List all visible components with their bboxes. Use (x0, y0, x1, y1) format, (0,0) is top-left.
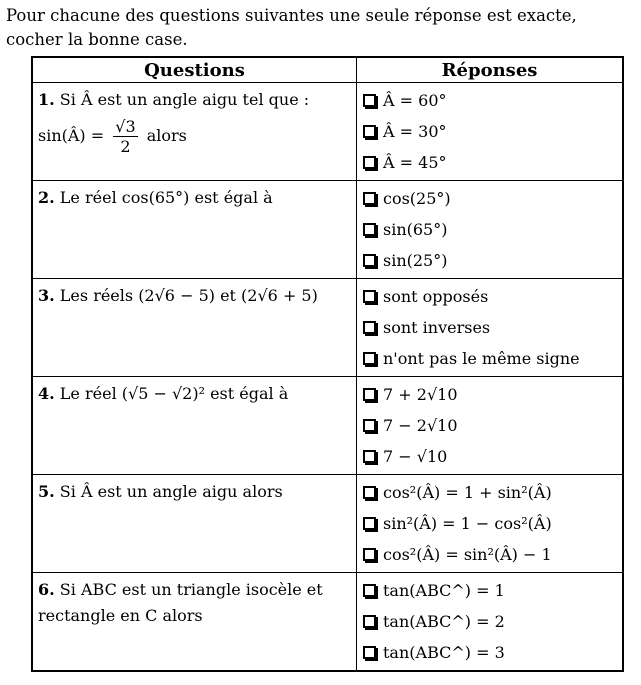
answer-label: Â = 45° (383, 153, 447, 172)
question-text: Si Â est un angle aigu alors (59, 482, 283, 501)
question-formula-right: alors (146, 126, 187, 145)
answer-option[interactable] (361, 539, 618, 570)
checkbox[interactable] (363, 94, 376, 107)
question-cell-3 (32, 279, 357, 377)
answers-cell-4 (357, 377, 624, 475)
answer-label: cos(25°) (383, 189, 451, 208)
fraction (113, 117, 137, 156)
question-cell-4 (32, 377, 357, 475)
answer-option[interactable] (361, 343, 618, 374)
answers-cell-2 (357, 181, 624, 279)
checkbox[interactable] (363, 156, 376, 169)
question-text: Si ABC est un triangle isocèle et rectangle en C alors (38, 580, 323, 625)
question-cell-1 (32, 83, 357, 181)
answer-option[interactable] (361, 575, 618, 606)
answer-option[interactable] (361, 312, 618, 343)
checkbox[interactable] (363, 192, 376, 205)
answer-label: cos²(Â) = sin²(Â) − 1 (383, 545, 552, 564)
answer-option[interactable] (361, 441, 618, 472)
answer-option[interactable] (361, 379, 618, 410)
checkbox[interactable] (363, 388, 376, 401)
qcm-table (31, 56, 624, 672)
answer-option[interactable] (361, 85, 618, 116)
checkbox[interactable] (363, 125, 376, 138)
header-reponses: Réponses (357, 57, 624, 83)
answer-label: sont inverses (383, 318, 491, 337)
checkbox[interactable] (363, 548, 376, 561)
answer-option[interactable] (361, 116, 618, 147)
answer-option[interactable] (361, 281, 618, 312)
question-text: Le réel cos(65°) est égal à (59, 188, 273, 207)
checkbox[interactable] (363, 517, 376, 530)
answer-label: sin(65°) (383, 220, 448, 239)
question-text: Si Â est un angle aigu tel que : (59, 90, 310, 109)
question-row-5 (32, 475, 623, 573)
question-number: 3. (38, 286, 55, 305)
question-cell-5 (32, 475, 357, 573)
answer-label: sin(25°) (383, 251, 448, 270)
answer-label: tan(ABC^) = 1 (383, 581, 505, 600)
checkbox[interactable] (363, 290, 376, 303)
question-number: 5. (38, 482, 55, 501)
answer-label: 7 + 2√10 (383, 385, 458, 404)
question-row-4 (32, 377, 623, 475)
question-row-3 (32, 279, 623, 377)
question-text: Les réels (2√6 − 5) et (2√6 + 5) (59, 286, 318, 305)
answer-option[interactable] (361, 214, 618, 245)
question-cell-6 (32, 573, 357, 672)
answer-option[interactable] (361, 245, 618, 276)
question-number: 4. (38, 384, 55, 403)
checkbox[interactable] (363, 254, 376, 267)
question-number: 6. (38, 580, 55, 599)
checkbox[interactable] (363, 646, 376, 659)
answer-label: 7 − 2√10 (383, 416, 458, 435)
question-formula-left: sin(Â) = (38, 126, 105, 145)
checkbox[interactable] (363, 419, 376, 432)
answer-label: Â = 60° (383, 91, 447, 110)
instructions-text: Pour chacune des questions suivantes une seule réponse est exacte, cocher la bonne case. (6, 6, 577, 49)
question-number: 2. (38, 188, 55, 207)
answer-label: sin²(Â) = 1 − cos²(Â) (383, 514, 552, 533)
answer-option[interactable] (361, 477, 618, 508)
fraction-numerator: √3 (115, 117, 136, 136)
answer-option[interactable] (361, 606, 618, 637)
header-questions: Questions (32, 57, 357, 83)
question-number: 1. (38, 90, 55, 109)
answer-label: tan(ABC^) = 3 (383, 643, 505, 662)
answer-label: 7 − √10 (383, 447, 448, 466)
checkbox[interactable] (363, 321, 376, 334)
answer-option[interactable] (361, 410, 618, 441)
answer-label: cos²(Â) = 1 + sin²(Â) (383, 483, 552, 502)
answer-label: tan(ABC^) = 2 (383, 612, 505, 631)
answer-option[interactable] (361, 183, 618, 214)
checkbox[interactable] (363, 615, 376, 628)
answer-label: n'ont pas le même signe (383, 349, 580, 368)
question-row-1 (32, 83, 623, 181)
answer-label: sont opposés (383, 287, 489, 306)
checkbox[interactable] (363, 352, 376, 365)
question-row-2 (32, 181, 623, 279)
answer-option[interactable] (361, 147, 618, 178)
answer-option[interactable] (361, 637, 618, 668)
checkbox[interactable] (363, 223, 376, 236)
question-row-6 (32, 573, 623, 672)
table-header-row (32, 57, 623, 83)
answer-option[interactable] (361, 508, 618, 539)
question-text: Le réel (√5 − √2)² est égal à (59, 384, 289, 403)
answers-cell-6 (357, 573, 624, 672)
answers-cell-5 (357, 475, 624, 573)
answers-cell-3 (357, 279, 624, 377)
answer-label: Â = 30° (383, 122, 447, 141)
checkbox[interactable] (363, 584, 376, 597)
checkbox[interactable] (363, 450, 376, 463)
answers-cell-1 (357, 83, 624, 181)
fraction-denominator: 2 (120, 137, 131, 156)
checkbox[interactable] (363, 486, 376, 499)
question-cell-2 (32, 181, 357, 279)
